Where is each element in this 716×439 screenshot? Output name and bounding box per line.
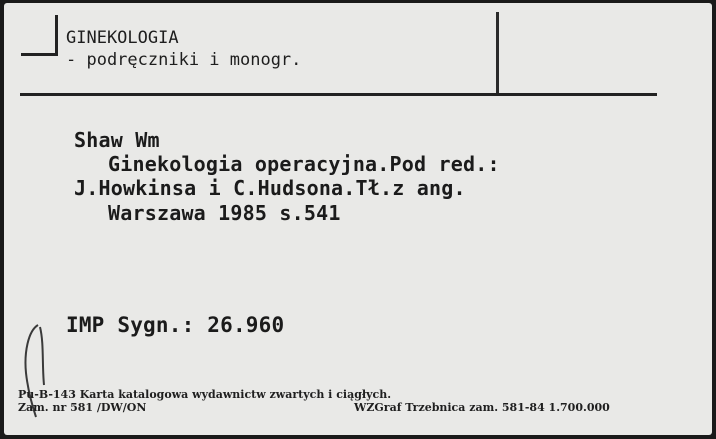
title-line: Ginekologia operacyjna.Pod red.: xyxy=(108,152,500,176)
editors-line: J.Howkinsa i C.Hudsona.Tł.z ang. xyxy=(74,176,466,200)
footer-line-1: Pu-B-143 Karta katalogowa wydawnictw zwartych i ciągłych. xyxy=(18,388,392,401)
catalog-card xyxy=(4,3,712,435)
imprint: Warszawa 1985 s.541 xyxy=(108,201,341,225)
subject-heading-block xyxy=(66,27,301,71)
footer-order-number: Zam. nr 581 /DW/ON xyxy=(18,401,147,414)
subject-heading: GINEKOLOGIA xyxy=(66,28,179,48)
author: Shaw Wm xyxy=(74,128,160,152)
vertical-rule xyxy=(496,12,499,94)
footer-printer: WZGraf Trzebnica zam. 581-84 1.700.000 xyxy=(354,401,610,414)
horizontal-rule xyxy=(20,93,657,96)
corner-bracket xyxy=(21,15,58,56)
call-number: IMP Sygn.: 26.960 xyxy=(66,313,285,337)
subject-subheading: - podręczniki i monogr. xyxy=(66,50,302,70)
